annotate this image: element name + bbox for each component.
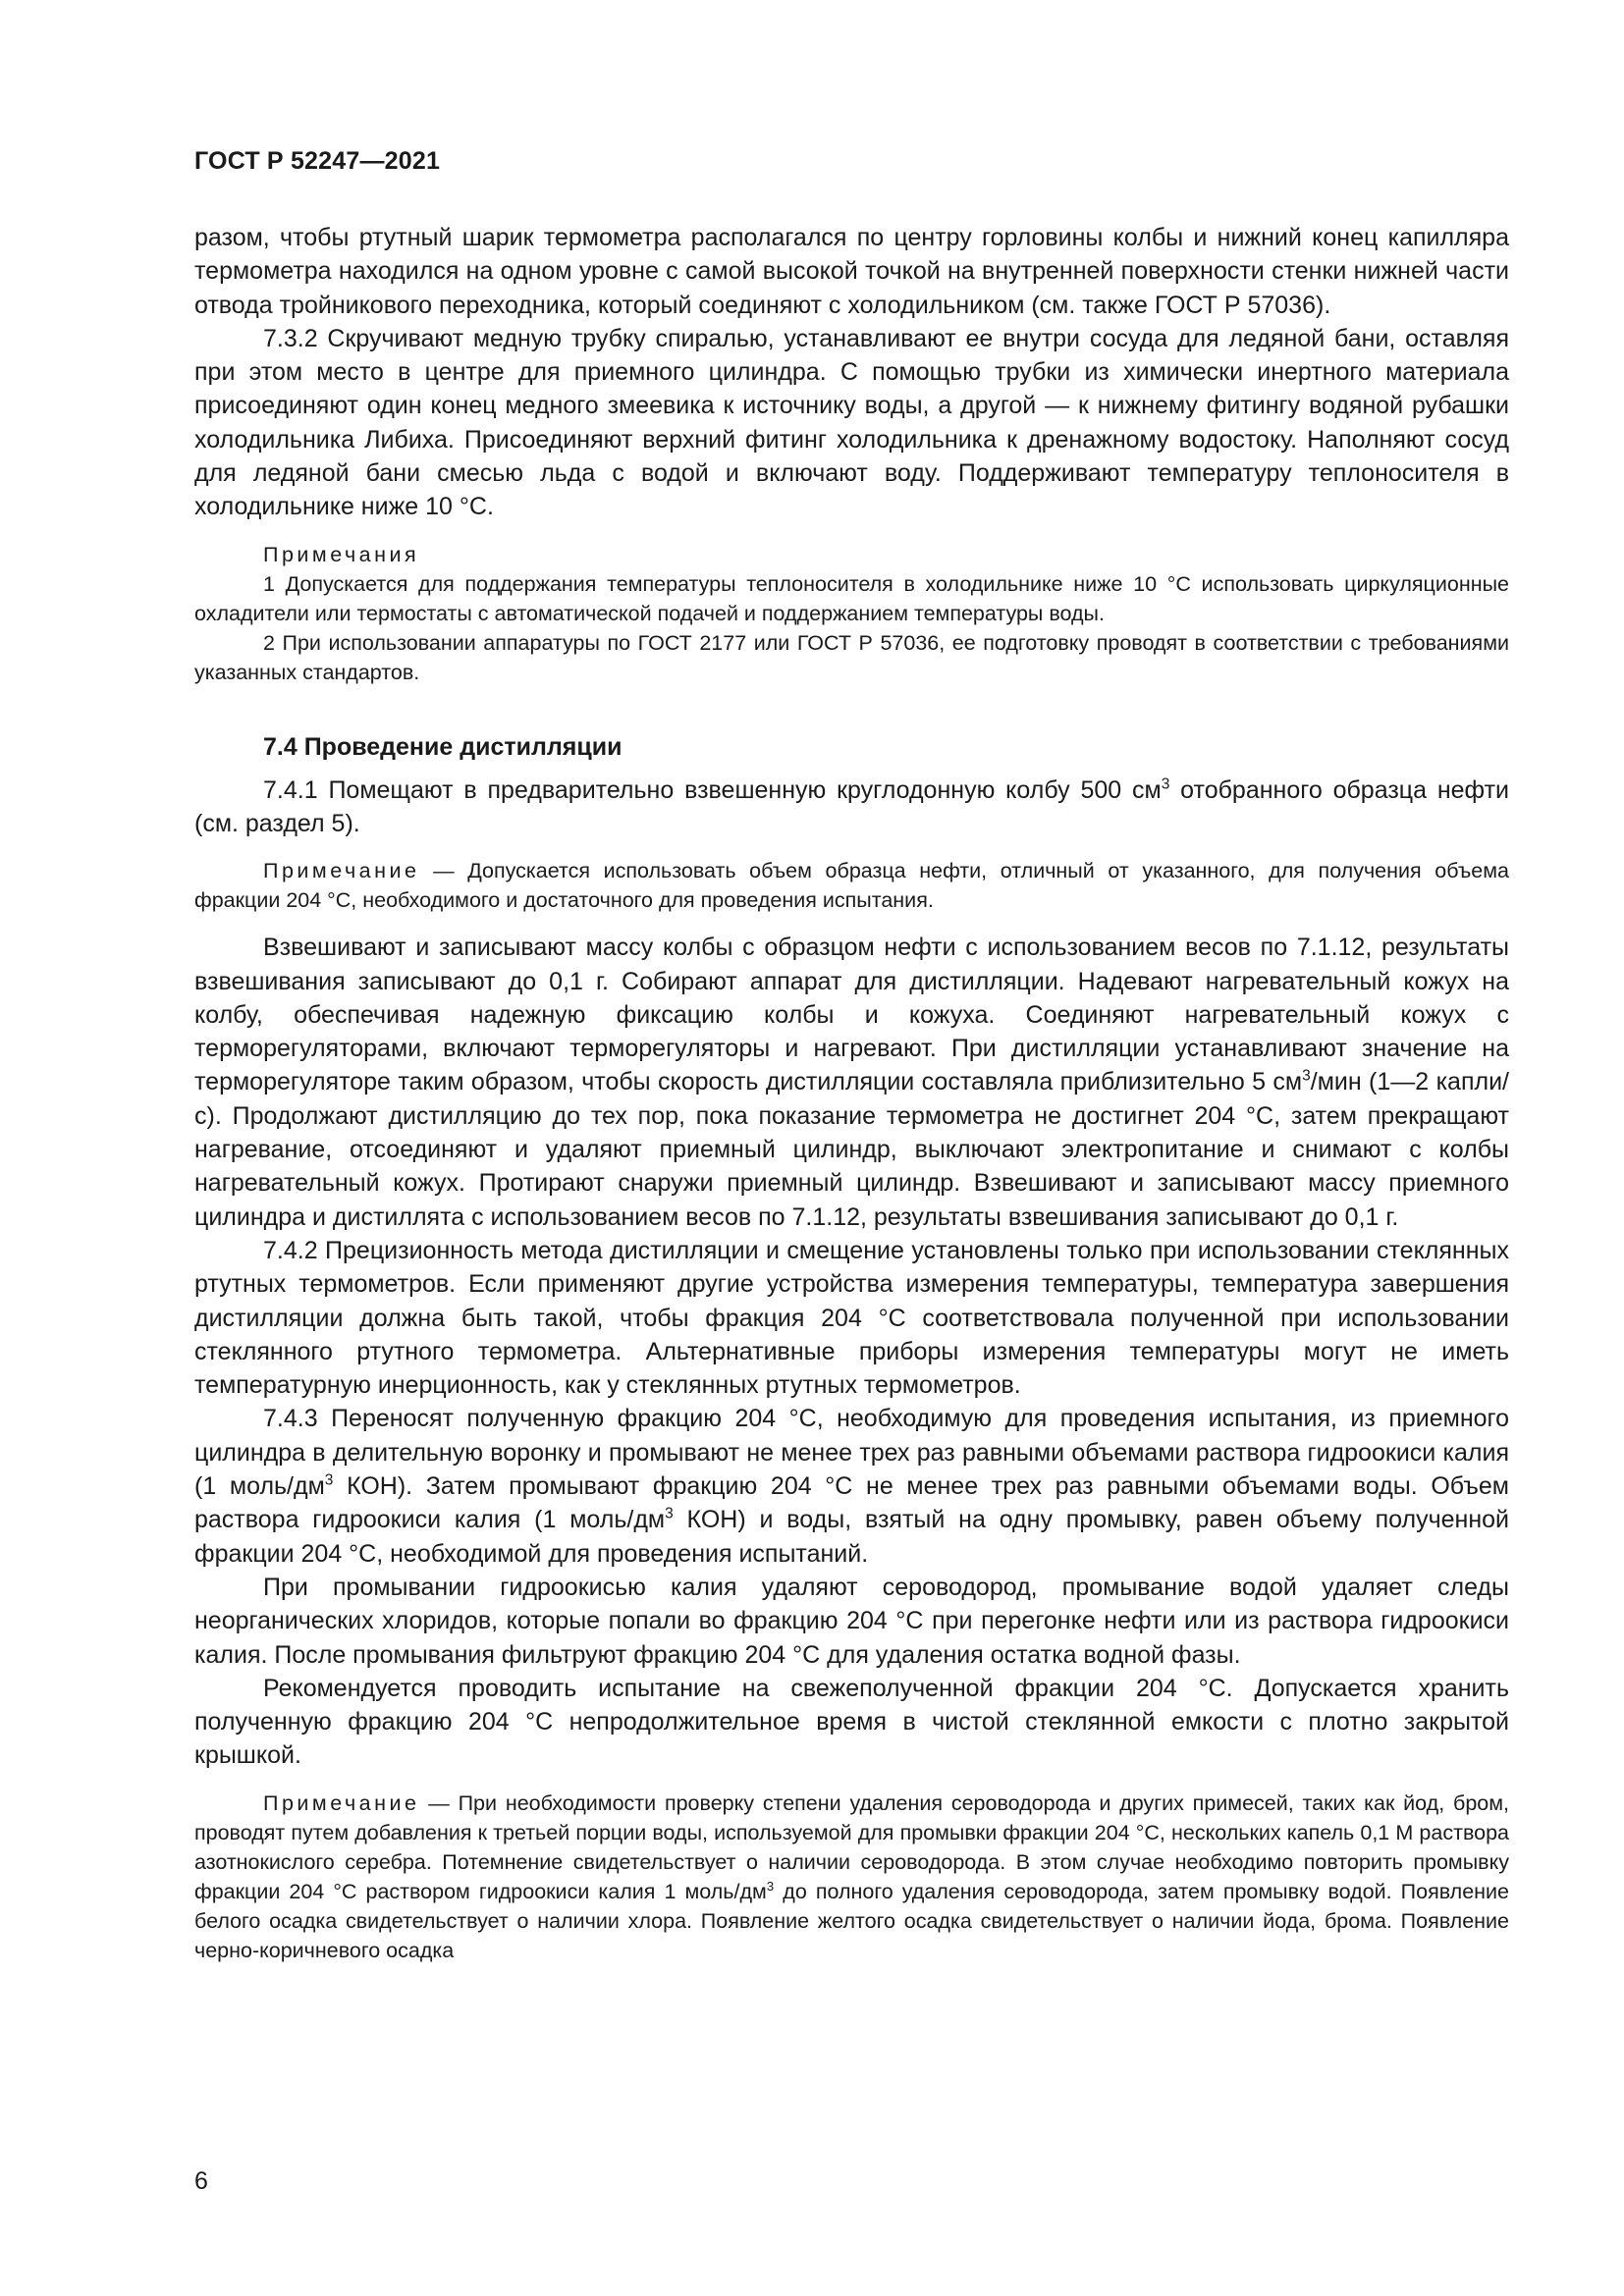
paragraph-7-4-1: 7.4.1 Помещают в предварительно взвешенную круглодонную колбу 500 $см^3$ отобранного образца нефти (см. раздел 5). (194, 775, 1509, 837)
notes-title: Примечания (263, 542, 420, 566)
note-7-4-1: Примечание — Допускается использовать объем образца нефти, отличный от указанного, для получения объема фракции 204 °С, необходимого и достаточного для проведения испытания. (194, 859, 1509, 913)
paragraph-7-4-2: 7.4.2 Прецизионность метода дистилляции и смещение установлены только при использовании стеклянных ртутных термометров. Если применяют другие устройства измерения температуры, температура завершения дистилляции должна быть такой, чтобы фракция 204 °С соответствовала полученной при использовании стеклянного ртутного термометра. Альтернативные приборы измерения температуры могут не иметь температурную инерционность, как у стеклянных ртутных термометров. (194, 1236, 1509, 1400)
paragraph-recommendation: Рекомендуется проводить испытание на свежеполученной фракции 204 °С. Допускается хранить полученную фракцию 204 °С непродолжительное время в чистой стеклянной емкости с плотно закрытой крышкой. (194, 1674, 1509, 1770)
paragraph-weighing: Взвешивают и записывают массу колбы с образцом нефти с использованием весов по 7.1.12, результаты взвешивания записывают до 0,1 г. Собирают аппарат для дистилляции. Надевают нагревательный кожух на колбу, обеспечивая надежную фиксацию колбы и кожуха. Соединяют нагревательный кожух с терморегуляторами, включают терморегуляторы и нагревают. При дистилляции устанавливают значение на терморегуляторе таким образом, чтобы скорость дистилляции составляла приблизительно 5 $см^3$/мин (1—2 капли/с). Продолжают дистилляцию до тех пор, пока показание термометра не достигнет 204 °С, затем прекращают нагревание, отсоединяют и удаляют приемный цилиндр, выключают электропитание и снимают с колбы нагревательный кожух. Протирают снаружи приемный цилиндр. Взвешивают и записывают массу приемного цилиндра и дистиллята с использованием весов по 7.1.12, результаты взвешивания записывают до 0,1 г. (194, 934, 1509, 1231)
paragraph-7-4-3: 7.4.3 Переносят полученную фракцию 204 °С, необходимую для проведения испытания, из приемного цилиндра в делительную воронку и промывают не менее трех раз равными объемами раствора гидроокиси калия (1 моль/$дм^3$ КОН). Затем промывают фракцию 204 °С не менее трех раз равными объемами воды. Объем раствора гидроокиси калия (1 моль/$дм^3$ КОН) и воды, взятый на одну промывку, равен объему полученной фракции 204 °С, необходимой для проведения испытаний. (194, 1405, 1509, 1568)
paragraph-continuation: разом, чтобы ртутный шарик термометра располагался по центру горловины колбы и нижний конец капилляра термометра находился на одном уровне с самой высокой точкой на внутренней поверхности стенки нижней части отвода тройникового переходника, который соединяют с холодильником (см. также ГОСТ Р 57036). (194, 224, 1509, 319)
page-number: 6 (194, 2167, 208, 2195)
note-label: Примечание (263, 1790, 420, 1815)
section-heading-7-4: 7.4 Проведение дистилляции (263, 732, 623, 761)
note-1: 1 Допускается для поддержания температуры теплоносителя в холодильнике ниже 10 °С использовать циркуляционные охладители или термостаты с автоматической подачей и поддержанием температуры воды. (194, 571, 1509, 625)
document-header: ГОСТ Р 52247—2021 (194, 147, 441, 175)
note-2: 2 При использовании аппаратуры по ГОСТ 2177 или ГОСТ Р 57036, ее подготовку проводят в соответствии с требованиями указанных стандартов. (194, 630, 1509, 684)
note-label: Примечание (263, 859, 420, 883)
superscript: 3 (1161, 775, 1170, 793)
paragraph-7-3-2: 7.3.2 Скручивают медную трубку спиралью, устанавливают ее внутри сосуда для ледяной бани, оставляя при этом место в центре для приемного цилиндра. С помощью трубки из химически инертного материала присоединяют один конец медного змеевика к источнику воды, а другой — к нижнему фитингу водяной рубашки холодильника Либиха. Присоединяют верхний фитинг холодильника к дренажному водостоку. Наполняют сосуд для ледяной бани смесью льда с водой и включают воду. Поддерживают температуру теплоносителя в холодильнике ниже 10 °С. (194, 324, 1509, 521)
notes-block (194, 540, 1509, 687)
paragraph-washing: При промывании гидроокисью калия удаляют сероводород, промывание водой удаляет следы неорганических хлоридов, которые попали во фракцию 204 °С при перегонке нефти или из раствора гидроокиси калия. После промывания фильтруют фракцию 204 °С для удаления остатка водной фазы. (194, 1573, 1509, 1669)
note-final: Примечание — При необходимости проверку степени удаления сероводорода и других примесей, таких как йод, бром, проводят путем добавления к третьей порции воды, используемой для промывки фракции 204 °С, нескольких капель 0,1 М раствора азотнокислого серебра. Потемнение свидетельствует о наличии сероводорода. В этом случае необходимо повторить промывку фракции 204 °С раствором гидроокиси калия 1 моль/$дм^3$ до полного удаления сероводорода, затем промывку водой. Появление белого осадка свидетельствует о наличии хлора. Появление желтого осадка свидетельствует о наличии йода, брома. Появление черно-коричневого осадка (194, 1790, 1510, 1962)
document-body (194, 221, 1509, 1965)
